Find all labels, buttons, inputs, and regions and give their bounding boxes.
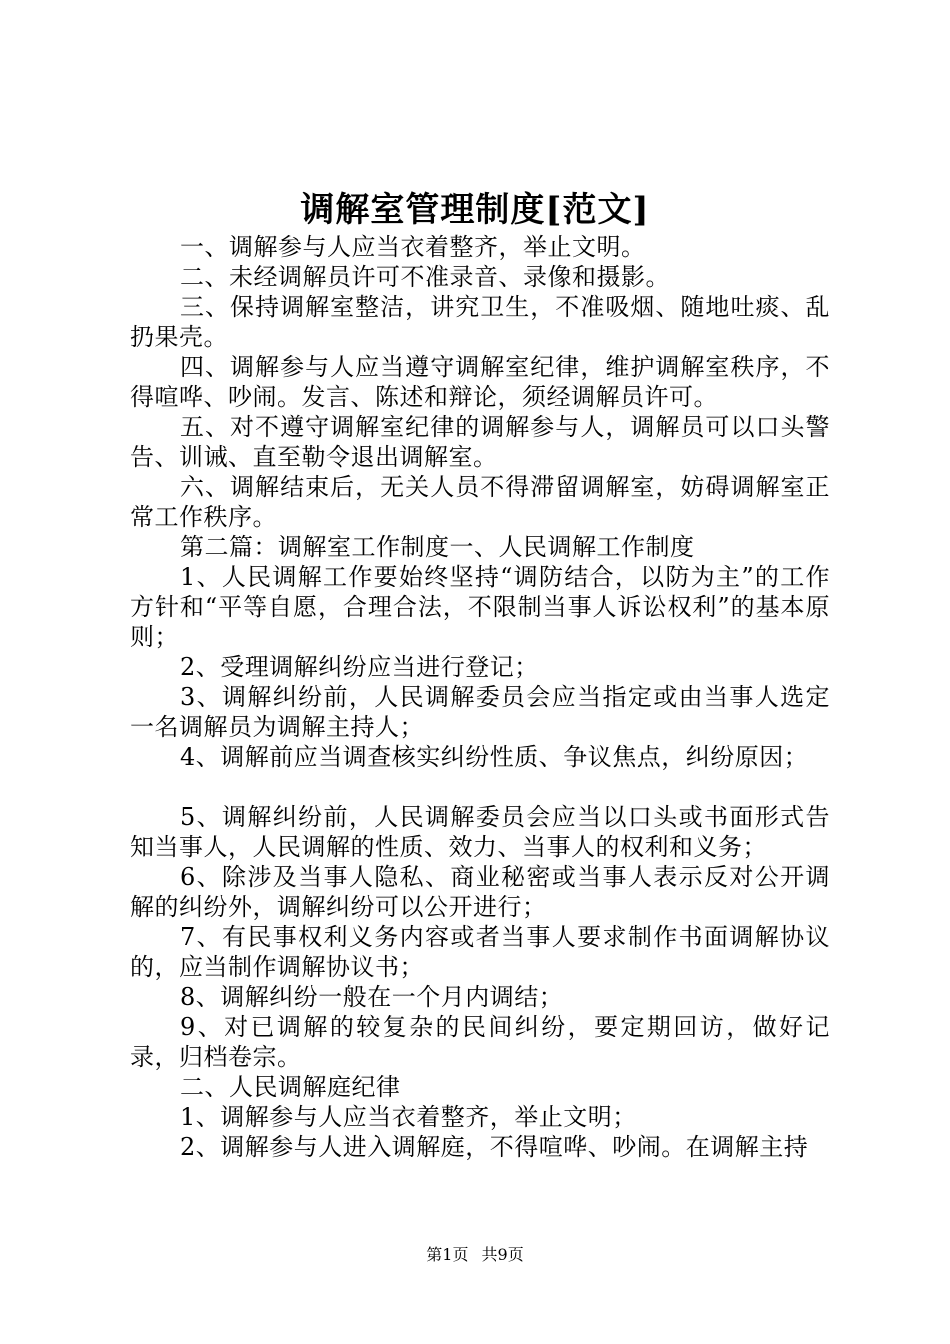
page-number: 第1页 — [426, 1245, 469, 1264]
paragraph: 一、调解参与人应当衣着整齐，举止文明。 — [180, 233, 646, 261]
paragraph: 3、调解纠纷前，人民调解委员会应当指定或由当事人选定一名调解员为调解主持人； — [130, 683, 830, 741]
document-title: 调解室管理制度[范文] — [300, 190, 650, 230]
paragraph: 7、有民事权利义务内容或者当事人要求制作书面调解协议的，应当制作调解协议书； — [130, 923, 830, 981]
paragraph: 9、对已调解的较复杂的民间纠纷，要定期回访，做好记录，归档卷宗。 — [130, 1013, 830, 1071]
paragraph: 5、调解纠纷前，人民调解委员会应当以口头或书面形式告知当事人，人民调解的性质、效力、当事人的权利和义务； — [130, 803, 830, 861]
paragraph: 六、调解结束后，无关人员不得滞留调解室，妨碍调解室正常工作秩序。 — [130, 473, 830, 531]
paragraph: 二、未经调解员许可不准录音、录像和摄影。 — [180, 263, 670, 291]
paragraph: 6、除涉及当事人隐私、商业秘密或当事人表示反对公开调解的纠纷外，调解纠纷可以公开进行； — [130, 863, 830, 921]
paragraph: 第二篇：调解室工作制度一、人民调解工作制度 — [180, 533, 695, 561]
page-total: 共9页 — [481, 1245, 524, 1264]
paragraph: 2、受理调解纠纷应当进行登记； — [180, 653, 539, 681]
document-body — [130, 232, 830, 1162]
paragraph: 4、调解前应当调查核实纠纷性质、争议焦点，纠纷原因； — [180, 743, 809, 771]
paragraph: 四、调解参与人应当遵守调解室纪律，维护调解室秩序，不得喧哗、吵闹。发言、陈述和辩论，须经调解员许可。 — [130, 353, 830, 411]
paragraph: 1、调解参与人应当衣着整齐，举止文明； — [180, 1103, 637, 1131]
paragraph: 三、保持调解室整洁，讲究卫生，不准吸烟、随地吐痰、乱扔果壳。 — [130, 293, 830, 351]
paragraph: 二、人民调解庭纪律 — [180, 1073, 401, 1101]
paragraph: 2、调解参与人进入调解庭，不得喧哗、吵闹。在调解主持 — [180, 1133, 809, 1161]
page-footer — [0, 1244, 950, 1266]
paragraph: 1、人民调解工作要始终坚持“调防结合，以防为主”的工作方针和“平等自愿，合理合法，不限制当事人诉讼权利”的基本原则； — [130, 563, 830, 651]
paragraph: 五、对不遵守调解室纪律的调解参与人，调解员可以口头警告、训诫、直至勒令退出调解室。 — [130, 413, 830, 471]
paragraph: 8、调解纠纷一般在一个月内调结； — [180, 983, 564, 1011]
